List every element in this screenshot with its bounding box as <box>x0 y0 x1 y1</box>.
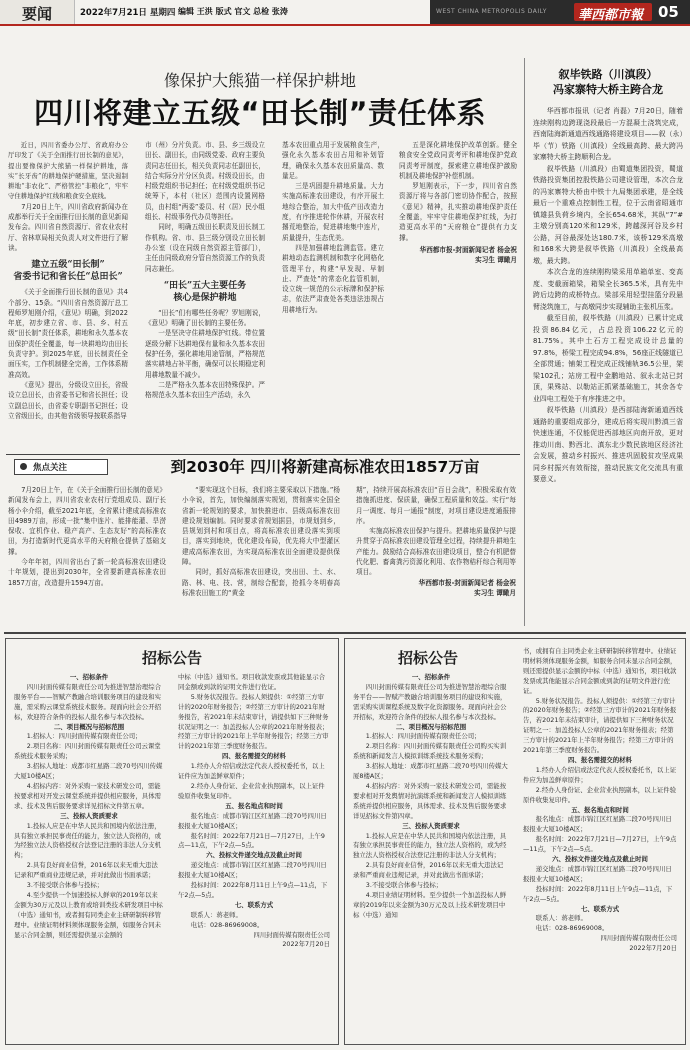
bid-paragraph: 投标时间：2022年8月11日上午9点—11点，下午2点—5点。 <box>178 881 328 899</box>
panda-paragraph: 四是加强耕地监测监管。建立耕地动态监测机制和数字化网格化管理平台，构建“早发现、早制止、严查处”的常态化监管机制，设立统一规范的公示标牌和保护标志，依法严肃查处各类违法违规占用耕地行为。 <box>282 243 384 314</box>
panda-paragraph: 7月20日上午，四川省政府新闻办在成都举行关于全面推行田长制的意见新闻发布会。四川省自然资源厅、省农业农村厅、省林草局相关负责人对文件进行了解读。 <box>8 202 128 252</box>
bid-paragraph: 4.招标内容：对外采购一家技术研发公司，需能按要求相对开发云课堂系统并提供相应服务，具体需求、技术及售后服务要求详见招标文件第五章。 <box>14 781 161 810</box>
panda-paragraph: 二是严格永久基本农田特殊保护。严格规范永久基本农田生产活动，永久 <box>145 380 265 400</box>
bid-section-heading: 二、项目概况与招标范围 <box>53 722 125 731</box>
focus-paragraph: 实施高标准农田保护与提升。把耕地质量保护与提升贯穿于高标准农田建设管理全过程，持续提升耕地生产能力。鼓励结合高标准农田建设项目，整合有机肥替代化肥、畜禽粪污资源化利用、农作物秸秆综合利用等项目。 <box>356 527 516 577</box>
header-section-block <box>0 0 75 24</box>
bid-paragraph: 联系人：蒋老师。 <box>178 910 242 919</box>
bridge-paragraph: 本次合龙的连续刚构梁采用单箱单室、变高度、变截面箱梁，箱梁全长365.5米，具有先中跨后边跨的成桥特点。梁部采用轻型挂篮分段悬臂浇筑施工，与高墩同步实现辅助主张机压浆。 <box>533 268 683 311</box>
bid-paragraph: 投标时间：2022年8月11日上午9点—11点，下午2点—5点。 <box>523 884 673 903</box>
bid-paragraph: 中标（中选）通知书。项目收款发票或其他能显示合同金额或到款的证明文件进行佐证。 <box>178 673 325 691</box>
bid-notice-1 <box>5 638 339 1045</box>
panda-paragraph: 五是深化耕地保护改革创新。健全粮食安全党政同责考评和耕地保护党政同责考评制度，探索建立耕地保护激励机制及耕地保护补偿机制。 <box>399 141 517 180</box>
bid-notice-column-right <box>523 647 677 1039</box>
bid-paragraph: 报名时间：2022年7月21日—7月27日，上午9点—11点，下午2点—5点。 <box>523 835 677 854</box>
bid-paragraph: 1.招标人：四川封面传媒有限责任公司； <box>353 732 481 741</box>
focus-paragraph: “要实现这个目标，我们将主要采取以下措施。”杨小伞说，首先，加快编制落实规划，贯彻落实全国全省新一轮规划的要求，加快推进市、县级高标准农田建设规划编制。同时要求省规划据县，市规划到乡，县规划到村和项目点，将高标准农田建设落实到项目，落实到地块，优化建设布局，优先将大中型灌区建成高标准农田，为实现高标准农田全面建设提供保障。 <box>182 486 340 567</box>
bid-signature-line: 四川封面传媒有限责任公司 <box>600 934 677 943</box>
focus-tag-label: 焦点关注 <box>33 463 68 473</box>
bid-paragraph: 5.财务状况报告。投标人须提供：①经第三方审计的2020年财务报告；②经第三方审计的2021年财务报告，若2021年未结束审计，请提供如下三种财务状况证明之一：加盖投标人公章的2021年财务报表；经第三方审计的2021年上半年财务报告；经第三方审计的2021年第三季度财务报告。 <box>523 696 677 755</box>
bid-paragraph: 3.不接受联合体参与投标； <box>353 881 443 890</box>
bid-signature-line: 2022年7月20日 <box>282 940 330 949</box>
bid-paragraph: 报名地点：成都市锦江区红星路二段70号四川日报报业大厦10楼A区； <box>178 811 327 830</box>
bid-notice-column-left <box>353 673 509 1039</box>
panda-kicker: 像保护大熊猫一样保护耕地 <box>163 71 356 90</box>
focus-paragraph: 期”，持续开展高标准农田“百日会战”，积极采取有效措施抓进度、保质量，确保工程质量和效益。实行“每月一调度、每月一通报”制度，对项目建设进度通报排序。 <box>356 486 516 525</box>
bid-paragraph: 5.财务状况报告。投标人须提供：①经第三方审计的2020年财务报告；②经第三方审计的2021年财务报告，若2021年未结束审计，请提供如下三种财务状况证明之一：加盖投标人公章的2021年财务报表；经第三方审计的2021年上半年财务报告；经第三方审计的2021年第三季度财务报告。 <box>178 692 329 751</box>
panda-paragraph: 同时，明确五级田长职责及田长制工作机构。省、市、县三级分别设立田长制办公室（设在同级自然资源主管部门），主任由同级政府分管自然资源工作的负责同志兼任。 <box>145 223 265 273</box>
bid-paragraph: 递交地点：成都市锦江区红星路二段70号四川日报报业大厦10楼A区； <box>178 861 327 880</box>
bid-paragraph: 四川封面传媒有限责任公司为推进智慧治理综合服务平台——智赋产教融合培训服务项目的建设和实施，需采购实训课程系统及数字化资源服务。现面向社会公开招标，欢迎符合条件的投标人报名参与本次投标。 <box>353 682 507 721</box>
bid-paragraph: 1.投标人应是在中华人民共和国境内依法注册，具有独立承担民事责任的能力，独立法人资格的，或为经独立法人资格授权合法登记注册的非法人分支机构； <box>14 821 161 860</box>
focus-tag-icon <box>20 463 27 470</box>
bridge-body <box>533 106 683 636</box>
bid-paragraph: 电话：028-86969008。 <box>523 924 609 933</box>
bid-notice-title: 招标公告 <box>141 649 202 667</box>
bridge-paragraph: 叙毕铁路（川滇段）是西部陆海新通道西线通路的重要组成部分，建成后将实现川黔滇三省快速连通，不仅能促进西部地区向南开放，更对推动川南、黔西北、滇东北少数民族地区经济社会发展，推动乡村振兴、推进巩固脱贫攻坚成果同乡村振兴有效衔接，推动民族文化交流具有重要意义。 <box>533 406 683 483</box>
bid-paragraph: 联系人：蒋老师。 <box>523 914 587 923</box>
bridge-paragraph: 叙毕铁路（川滇段）由蜀道集团投资，蜀道铁路投资集团控股铁路公司建设管理，本次合龙的冯家寨特大桥由中铁十九局集团承建，是全线最后一个重难点控制性工程，位于云南省昭通市镇雄县负荷乡境内，全长654.68米，其纵“7”#主墩分别高120米和129米，跨越深河谷及乡村公路，河谷最深处达180.7米，该桥129米高墩和168米大跨是叙毕铁路（川滇段）全线最高墩，最大跨。 <box>533 164 683 265</box>
bid-paragraph: 电话：028-86969008。 <box>178 920 264 929</box>
bridge-paragraph: 华西都市报讯（记者 肖磊）7月20日，随着连续刚构边跨现浇段最后一方混凝土浇筑完成，西南陆海新通道西线通路将建设项目——叙（永）毕（节）铁路（川滇段）全线最高跨、最大跨冯家寨特大桥主跨顺利合龙。 <box>533 107 683 161</box>
panda-headline: 四川将建立五级“田长制”责任体系 <box>33 96 487 130</box>
bid-paragraph: 报名时间：2022年7月21日—7月27日，上午9点—11点，下午2点—5点。 <box>178 831 325 850</box>
ads-top-rule <box>4 632 686 634</box>
bid-paragraph: 1.招标人：四川封面传媒有限责任公司； <box>14 732 142 741</box>
paper-logo-text: 華西都市報 <box>578 8 644 23</box>
bid-section-heading: 五、报名地点和时间 <box>571 805 629 814</box>
bid-paragraph: 4.项目业绩证明材料。至少提供一个加盖投标人鲜章的2019年以来金额为30万元及以上技术研发项目中标（中选）通知 <box>353 890 507 919</box>
bid-paragraph: 3.招标人地址：成都市红星路二段70号四川传媒大厦8楼A区； <box>353 762 508 781</box>
bid-section-heading: 二、项目概况与招标范围 <box>395 722 467 731</box>
bid-paragraph: 递交地点：成都市锦江区红星路二段70号四川日报报业大厦10楼A区； <box>523 864 672 883</box>
focus-tag <box>14 459 108 475</box>
bid-section-heading: 一、招标条件 <box>69 673 109 681</box>
panda-paragraph: 三是巩固提升耕地质量。大力实施高标准农田建设，有序开展土地综合整治，加大中低产田改造力度，有序推进轮作休耕，开展农村撂荒地整治，促进耕地集中连片，质量提升，生态优美。 <box>282 182 384 242</box>
page-number: 05 <box>658 3 679 21</box>
bid-paragraph: 1.经办人介绍信或法定代表人授权委托书，以上证件应为加盖鲜章原件； <box>178 762 325 781</box>
panda-subhead-1: 建立五级“田长制” 省委书记和省长任“总田长” <box>13 260 123 283</box>
page-header <box>0 0 690 26</box>
bid-paragraph: 2.项目名称：四川封面传媒有限责任公司云课堂系统技术服务采购； <box>14 742 161 761</box>
paper-english-name: WEST CHINA METROPOLIS DAILY <box>436 8 547 15</box>
bid-section-heading: 三、投标人资质要求 <box>402 821 460 830</box>
bid-paragraph: 1.经办人介绍信或法定代表人授权委托书，以上证件应为加盖鲜章原件； <box>523 765 677 784</box>
panda-subhead-2: “田长”五大主要任务 核心是保护耕地 <box>163 280 247 303</box>
bid-signature-line: 四川封面传媒有限责任公司 <box>253 930 330 939</box>
panda-paragraph: 《关于全面推行田长制的意见》共4个部分、15条。“四川省自然资源厅总工程师罗旭刚介绍，《意见》明确，到2022年底，初步建立省、市、县、乡、村五级“田长制”责任体系，耕地和永久基本农田保护责任全覆盖，每一块耕地均由田长负责守护。到2025年底，田长制责任全面压实，工作机制健全完善，工作体系精准高效。 <box>8 288 128 379</box>
column-divider <box>524 58 525 626</box>
paper-logo <box>574 3 652 21</box>
focus-credit: 华西都市报-封面新闻记者 杨金祝 实习生 谭瞰月 <box>418 578 516 597</box>
focus-column-3 <box>356 485 516 625</box>
bid-signature-line: 2022年7月20日 <box>629 944 677 953</box>
panda-column-1 <box>8 140 128 430</box>
bid-notice-2 <box>344 638 686 1045</box>
editor-credits: 编辑 王洪 版式 官文 总检 张涛 <box>178 7 288 16</box>
bid-paragraph: 4.招标内容：对外采购一家技术研发公司，需能按要求相对开发舆情对抗演练系统和新闻发言人模拟训练系统并提供相应服务，具体需求、技术及售后服务要求详见招标文件第四章。 <box>353 781 507 820</box>
bid-paragraph: 1.投标人应是在中华人民共和国境内依法注册，具有独立承担民事责任的能力，独立法人资格的，或为经独立法人资格授权合法登记注册的非法人分支机构； <box>353 831 507 860</box>
panda-paragraph: 一是坚决守住耕地保护红线。带位置逐级分解下达耕地保有量和永久基本农田保护任务，强化耕地用途管制，严格规范落实耕地占补平衡，确保可以长期稳定利用耕地数量不减少。 <box>145 329 265 379</box>
bid-notice-title: 招标公告 <box>397 649 458 667</box>
bid-notice-column-right <box>178 673 330 1039</box>
panda-lead: 近日，四川省委办公厅、省政府办公厅印发了《关于全面推行田长制的意见》，提出要像保护大熊猫一样保护耕地，落实“长牙齿”的耕地保护硬措施，坚决遏制耕地“非农化”、严格管控“非粮化”，牢牢守住耕地保护红线和粮食安全底线。 <box>8 141 128 201</box>
bid-section-heading: 七、联系方式 <box>234 900 274 909</box>
bid-paragraph: 2.经办人身份证、企业营业执照副本，以上证件验原件收集复印件。 <box>178 781 325 800</box>
bid-paragraph: 报名地点：成都市锦江区红星路二段70号四川日报报业大厦10楼A区； <box>523 815 672 834</box>
panda-paragraph: “田长”们有哪些任务呢？罗旭刚说，《意见》明确了田长制的主要任务。 <box>145 308 265 328</box>
bid-section-heading: 六、投标文件递交地点及截止时间 <box>206 851 302 860</box>
bid-paragraph: 2.经办人身份证、企业营业执照副本，以上证件验原件收集复印件。 <box>523 785 677 804</box>
panda-column-3 <box>282 140 517 436</box>
bid-paragraph: 四川封面传媒有限责任公司为推进智慧治理综合服务平台——智赋产教融合培训服务项目的建设和实施，需采购云课堂系统技术服务。现面向社会公开招标，欢迎符合条件的投标人报名参与本次投标。 <box>14 682 161 721</box>
bid-section-heading: 七、联系方式 <box>580 904 620 913</box>
bid-section-heading: 四、报名需提交的材料 <box>222 752 286 761</box>
bid-paragraph: 4.至少提供一个加速投标人鲜章的2019年以来金额为30万元及以上教育或培训类技术研发项目中标（中选）通知书，或者拥有同类企业主研研制转移管理中。业绩证明材料须体现服务金额，如服务合同未显示合同金额，则还需提供显示金额的 <box>14 890 163 939</box>
focus-paragraph: 7月20日上午，在《关于全面推行田长制的意见》新闻发布会上，四川省农业农村厅党组成员、副厅长杨小伞介绍，截至2021年底，全省累计建成高标准农田4989万亩，形成一批“集中连片、能排能灌、旱涝保收、宜机作业、稳产高产、生态友好”的高标准农田，为打造新时代更高水平的天府粮仓提供了基础支撑。 <box>8 486 166 556</box>
panda-paragraph: 市（州）分片负责。市、县、乡三级设立田长、副田长，由同级党委、政府主要负责同志任田长，相关负责同志任副田长，结合实际分片分区负责。村级设田长，由村级党组织书记担任；在村级党组织书记统筹下，本村（社区）范围内设置网格员，由村组“两委”委员、村（居）民小组组长、村级事务代办员等担任。 <box>145 141 265 222</box>
bid-paragraph: 2.具有良好商业信誉，2016年以来无重大违法记录和严重商业违规记录，并对此做出书面承诺； <box>353 861 504 880</box>
bid-paragraph: 2.项目名称：四川封面传媒有限责任公司购买实训系统和新闻发言人模拟训练系统技术服务采购； <box>353 742 507 761</box>
bridge-headline: 叙毕铁路（川滇段） 冯家寨特大桥主跨合龙 <box>553 68 663 96</box>
issue-date: 2022年7月21日 星期四 <box>80 8 176 18</box>
focus-paragraph: 同时，抓好高标准农田建设，突出田、土、水、路、林、电、技、营，制综合配套，抢抓今冬明春高标准农田施工的“黄金 <box>182 568 340 597</box>
bid-paragraph: 书，或拥有自主同类企业主研研制转移管理中。业绩证明材料须体现服务金额，如服务合同未显示合同金额，则还需提供显示金额的中标（中选）通知书，项目收款发票或其他能显示合同金额或到款的证明文件进行佐证。 <box>523 647 677 695</box>
panda-column-2 <box>145 140 265 430</box>
bid-paragraph: 3.不接受联合体参与投标； <box>14 881 104 890</box>
panda-paragraph: 罗旭刚表示，下一步，四川省自然资源厅将与各部门密切协作配合，按照《意见》精神，扎实推动耕地保护责任全覆盖，牢牢守住耕地保护红线，为打造更高水平的“天府粮仓”提供有力支撑。 <box>399 182 517 242</box>
section-label: 要闻 <box>22 5 53 23</box>
bid-paragraph: 2.具有良好商业信誉，2016年以来无重大违法记录和严重商业违规记录，并对此做出书面承诺； <box>14 861 158 880</box>
focus-column-1 <box>8 485 166 625</box>
focus-headline: 到2030年 四川将新建高标准农田1857万亩 <box>170 458 480 476</box>
bid-section-heading: 五、报名地点和时间 <box>225 801 283 810</box>
bridge-paragraph: 截至目前，叙毕铁路（川滇段）已累计完成投资86.84亿元，占总投资106.22亿元的81.75%。其中土石方工程完成设计总量的97.8%，桥梁工程完成94.8%，56座正线隧道已全部贯通；铺架工程完成正线铺轨36.5公里，架梁102孔；站房工程中金鹏地站、叙永北站已封顶，果殊站、以勒站正抓紧基础施工，其余各专业四电工程处于有序推进之中。 <box>533 314 683 403</box>
focus-paragraph: 今年年初，四川省出台了新一轮高标准农田建设十年规划，提出到2030年，全省要新建高标准农田1857万亩，改造提升1594万亩。 <box>8 558 166 587</box>
bid-section-heading: 三、投标人资质要求 <box>60 811 118 820</box>
panda-paragraph: 《意见》提出，分级设立田长，省级设立总田长，由省委书记和省长担任；设立副总田长，由省委专职副书记担任；设立省级田长，由其他省级领导按联系指导 <box>8 380 128 420</box>
bid-section-heading: 一、招标条件 <box>411 673 451 681</box>
panda-credit: 华西都市报-封面新闻记者 杨金祝 实习生 谭瞰月 <box>419 245 517 265</box>
bid-section-heading: 四、报名需提交的材料 <box>568 755 632 764</box>
bid-section-heading: 六、投标文件递交地点及截止时间 <box>552 855 648 864</box>
bid-notice-column-left <box>14 673 164 1039</box>
bid-paragraph: 3.招标人地址：成都市红星路二段70号四川传媒大厦10楼A区； <box>14 762 163 781</box>
panda-paragraph: 基本农田重点用于发展粮食生产，强化永久基本农田占用和补划管理，确保永久基本农田质量高、数量足。 <box>282 141 384 180</box>
focus-column-2 <box>182 485 340 625</box>
